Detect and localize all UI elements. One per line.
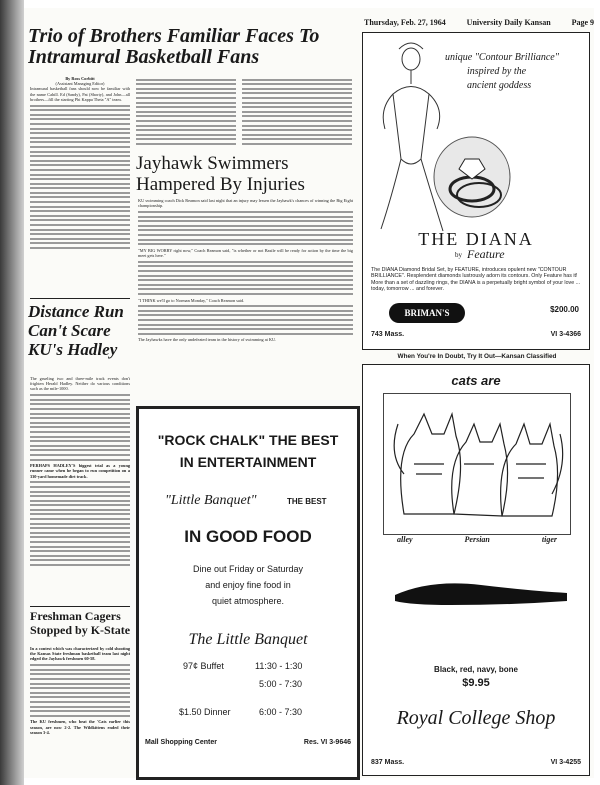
diana-by: by [455,251,462,259]
banquet-dine1: Dine out Friday or Saturday [192,564,304,574]
banquet-menu-item-1: 97¢ Buffet [183,661,224,671]
banquet-line2: IN ENTERTAINMENT [179,454,317,470]
story3-lede: The grueling two and three-mile track events don't frighten Herald Hadley. Neither do various conditions such as the mile-1000. [30,376,130,392]
story3-headline: Distance Run Can't Scare KU's Hadley [28,302,124,359]
page-header [364,18,594,27]
cat-name-tiger: tiger [541,535,557,544]
story4-headline: Freshman Cagers Stopped by K-State [30,609,131,637]
royal-college-shop-logo: Royal College Shop [396,707,556,729]
story2-headline-block [136,153,354,197]
shoe-colors: Black, red, navy, bone [434,665,518,674]
banquet-menu-time-1a: 11:30 - 1:30 [255,661,303,671]
story4-closing: The KU freshmen, who beat the 'Cats earlier this season, are now 2-2. The Wildkittens ended their season 3-4. [30,719,130,735]
banquet-dine3: quiet atmosphere. [211,596,285,606]
story2-lede: KU swimming coach Dick Reamon said last night that an injury may lessen the Jayhawk's chances of winning the Big Eight championship. [138,198,353,209]
header-date: Thursday, Feb. 27, 1964 [364,18,446,27]
shoe-phone: VI 3-4255 [550,759,581,766]
story3-body [30,376,130,604]
story1-col2 [136,76,236,150]
diana-maker: Feature [467,247,505,261]
banquet-line1: "ROCK CHALK" THE BEST [157,432,339,448]
diana-copy: The DIANA Diamond Bridal Set, by FEATURE, introduces opulent new "CONTOUR BRILLIANCE". Resplendent diamonds lustrously adorn its contours. Only Feature has it! More than a set of dazzling rings, the DIANA is a perpetually bright symbol of your love ... today, tomorrow ... and forever. [371,267,581,292]
cat-name-alley: alley [397,535,413,544]
diana-tagline2: inspired by the [467,66,527,77]
story1-headline-block [28,26,354,74]
classified-banner: When You're In Doubt, Try It Out—Kansan Classified [397,353,557,360]
story1-byline-title: (Assistant Managing Editor) [55,81,105,87]
cat-name-persian: Persian [464,535,490,544]
story4-headline-block [30,609,134,645]
cats-illustration [383,393,571,535]
banquet-menu-time-1b: 5:00 - 7:30 [259,679,303,689]
banquet-the-best: THE BEST [287,497,327,506]
newspaper-page [24,8,594,778]
story4-lede: In a contest which was characterized by cold shooting the Kansas State freshman basketball team last night edged the Jayhawk freshmen 60-58. [30,646,130,662]
banquet-name-script: "Little Banquet" [165,493,257,508]
story2-closing: The Jayhawks have the only undefeated team in the history of swimming at KU. [138,337,277,343]
story1-headline: Trio of Brothers Familiar Faces To Intramural Basketball Fans [28,26,320,68]
cats-headline: cats are [451,373,501,388]
header-paper: University Daily Kansan [466,18,551,27]
banquet-location: Mall Shopping Center [145,739,217,746]
diana-address: 743 Mass. [371,331,405,338]
diana-phone: VI 3-4366 [550,331,581,338]
diana-ring-ad [362,32,590,350]
shoe-illustration [391,571,571,611]
diana-tagline1: unique "Contour Brilliance" [445,52,559,63]
diana-brand: THE DIANA [418,229,534,249]
shoe-address: 837 Mass. [371,759,405,766]
diana-tagline3: ancient goddess [467,80,532,91]
royal-college-shop-ad [362,364,590,776]
brimans-logo: BRIMAN'S [389,303,465,323]
story2-body [138,198,353,403]
story2-quote1: "MY BIG WORRY right now," Coach Reamon said, "is whether or not Basile will be ready for action by the time the big meet gets here." [138,247,353,258]
cat-names [397,535,557,544]
story1-body-text [30,105,130,249]
little-banquet-ad [136,406,360,780]
banquet-dine2: and enjoy fine food in [205,580,291,590]
story2-headline: Jayhawk Swimmers Hampered By Injuries [136,153,305,195]
story3-headline-block [28,302,132,372]
story3-subhead: PERHAPS HADLEY'S biggest trial as a young runner came when he began to run competition on a 330-yard homemade dirt track. [30,463,130,479]
story1-byline: By Ross Corbitt [65,76,95,81]
story4-body [30,646,130,778]
shoe-price: $9.95 [462,677,490,689]
banquet-reservations: Res. VI 3-9646 [303,739,351,746]
story2-quote2: "I THINK we'll go to Norman Monday," Coach Reamon said. [138,297,245,303]
diana-price: $200.00 [550,305,579,314]
story1-lede: Intramural basketball fans should now be familiar with the name Cahill. Ed (Sandy), Pat (Shorty), and John—all brothers—fill the starting Phi Kappa Theta "A" team. [30,86,130,102]
banquet-good-food: IN GOOD FOOD [184,527,312,546]
banquet-logo: The Little Banquet [188,631,308,648]
story1-col3 [242,76,352,150]
banquet-menu-time-2a: 6:00 - 7:30 [259,707,303,717]
header-page: Page 9 [571,18,594,27]
story1-col1 [30,76,130,294]
page-binding-edge [0,0,24,785]
banquet-menu-item-2: $1.50 Dinner [179,707,231,717]
ring-illustration [427,129,517,225]
